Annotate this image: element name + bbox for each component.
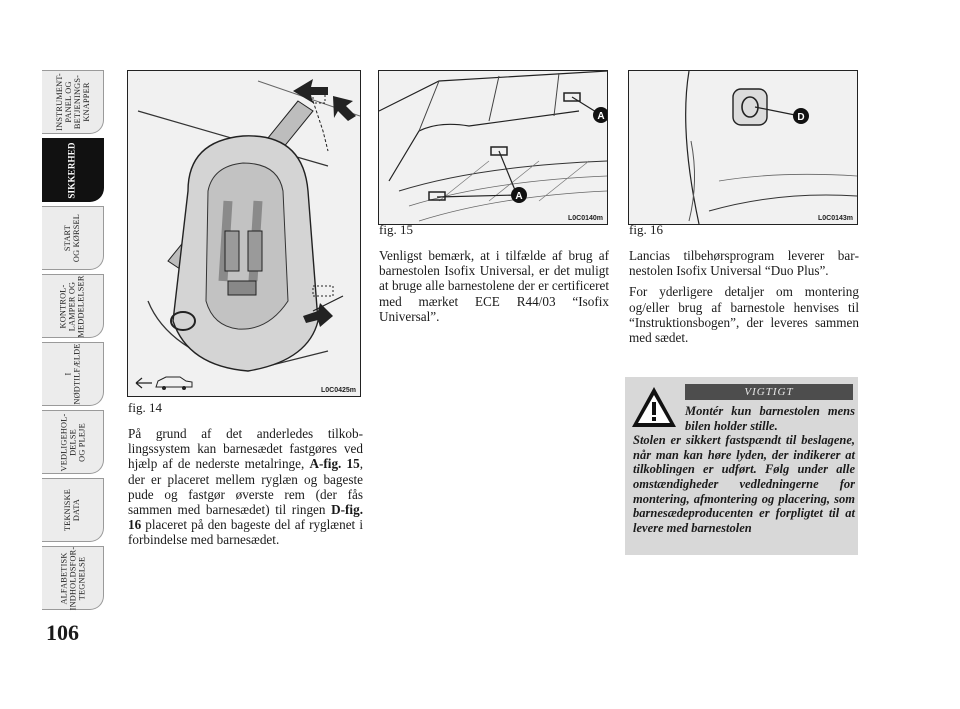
tab-label: I NØDTILFÆLDE <box>63 343 82 405</box>
text-run: På grund af det anderledes tilkoblingssystem kan barnesædet fastgøres ved hjælp af de nederste metalringe, <box>128 426 363 472</box>
seat-back-illustration <box>629 71 857 224</box>
tab-nodtilfaelde[interactable] <box>42 342 104 406</box>
figure-code: L0C0143m <box>817 215 853 222</box>
tab-label: SIKKERHED <box>66 141 77 199</box>
figure-seat-back-ring <box>628 70 858 225</box>
warning-box <box>625 377 858 555</box>
warning-body: Stolen er sikkert fastspændt til beslagene, når man kan høre lyden, der indikerer at tilkoblingen er udført. Følg under alle omstændigheder vedledningerne for montering, afmontering og placering, som barnesædeproducenten er forpligtet til at levere med barnestolen <box>633 433 855 535</box>
figure-code: L0C0140m <box>567 215 603 222</box>
paragraph: Lancias tilbehørsprogram leverer barnestolen Isofix Universal “Duo Plus”. <box>629 248 859 279</box>
figure-reference: A-fig. 15 <box>309 456 360 472</box>
body-text-col3 <box>629 248 859 351</box>
tab-instrumentpanel[interactable] <box>42 70 104 134</box>
tab-kontrollamper[interactable] <box>42 274 104 338</box>
figure-label: fig. 16 <box>629 222 663 237</box>
figure-child-seat <box>127 70 361 397</box>
tab-indholdsfortegnelse[interactable] <box>42 546 104 610</box>
figure-rear-seat-rings <box>378 70 608 225</box>
rear-seat-illustration <box>379 71 607 224</box>
tab-label: KONTROL- LAMPER OG MEDDELELSER <box>59 274 86 338</box>
tab-start-og-korsel[interactable] <box>42 206 104 270</box>
figure-reference: D-fig. 16 <box>128 502 363 533</box>
warning-text <box>633 404 855 535</box>
tab-vedligeholdelse[interactable] <box>42 410 104 474</box>
figure-label: fig. 15 <box>379 222 413 237</box>
tab-label: INSTRUMENT- PANEL OG BETJENINGS- KNAPPER <box>54 73 91 131</box>
page-number: 106 <box>46 620 79 645</box>
warning-first-line: Montér kun barnestolen mens bilen holder stille. <box>685 404 855 433</box>
figure-label: fig. 14 <box>128 400 162 415</box>
text-run: placeret på den bageste del af ryglænet i forbindelse med barnesædet. <box>128 517 363 548</box>
tab-sikkerhed[interactable] <box>42 138 104 202</box>
text-run: , der er placeret mellem ryglæn og bageste pude og fastgør øverste rem (der fås sammen med barnesædet) til ringen <box>128 456 363 518</box>
tab-label: VEDLIGEHOL- DELSE OG PLEJE <box>59 413 86 471</box>
callout-a: A <box>597 111 605 122</box>
figure-code: L0C0425m <box>320 387 356 394</box>
tab-label: TEKNISKE DATA <box>63 488 82 532</box>
body-text-col1 <box>128 426 363 548</box>
tab-label: START OG KØRSEL <box>63 213 82 263</box>
body-text-col2: Venligst bemærk, at i tilfælde af brug af barnestolen Isofix Universal, er det muligt at bruge alle barnestolene der er certificeret med mærket ECE R44/03 “Isofix Universal”. <box>379 248 609 324</box>
tab-tekniske-data[interactable] <box>42 478 104 542</box>
warning-header: VIGTIGT <box>685 384 853 400</box>
tab-label: ALFABETISK INDHOLDSFOR- TEGNELSE <box>59 546 86 610</box>
callout-d: D <box>797 112 805 123</box>
paragraph: For yderligere detaljer om montering og/eller brug af barnestole henvises til “Instruktionsbogen”, der leveres sammen med sædet. <box>629 284 859 346</box>
callout-a: A <box>515 191 523 202</box>
child-seat-illustration <box>128 71 360 396</box>
